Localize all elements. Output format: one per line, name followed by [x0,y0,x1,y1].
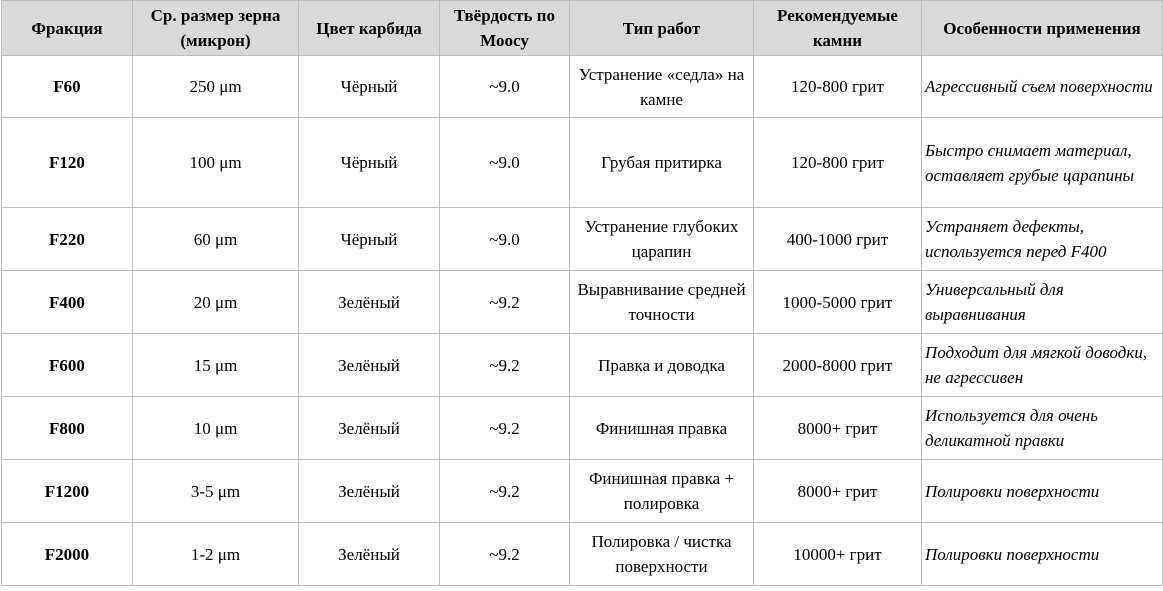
cell-fraction: F60 [2,56,133,118]
cell-application-notes: Универсальный для выравнивания [922,271,1163,334]
cell-work-type: Грубая притирка [570,118,754,208]
table-row [2,56,1163,118]
header-work-type: Тип работ [570,1,754,56]
header-row [2,1,1163,56]
cell-mohs-hardness: ~9.2 [440,460,570,523]
cell-carbide-color: Чёрный [299,56,440,118]
cell-recommended-stones: 2000-8000 грит [754,334,922,397]
cell-mohs-hardness: ~9.0 [440,118,570,208]
cell-grain-size: 10 μm [133,397,299,460]
cell-work-type: Финишная правка + полировка [570,460,754,523]
cell-grain-size: 1-2 μm [133,523,299,586]
cell-work-type: Полировка / чистка поверхности [570,523,754,586]
cell-recommended-stones: 1000-5000 грит [754,271,922,334]
cell-recommended-stones: 8000+ грит [754,460,922,523]
cell-mohs-hardness: ~9.0 [440,208,570,271]
cell-grain-size: 15 μm [133,334,299,397]
table-row [2,208,1163,271]
cell-work-type: Правка и доводка [570,334,754,397]
cell-recommended-stones: 8000+ грит [754,397,922,460]
cell-work-type: Устранение «седла» на камне [570,56,754,118]
header-recommended-stones: Рекомендуемые камни [754,1,922,56]
cell-mohs-hardness: ~9.2 [440,397,570,460]
cell-work-type: Финишная правка [570,397,754,460]
cell-application-notes: Полировки поверхности [922,523,1163,586]
cell-carbide-color: Зелёный [299,460,440,523]
cell-work-type: Выравнивание средней точности [570,271,754,334]
cell-grain-size: 100 μm [133,118,299,208]
table-row [2,460,1163,523]
cell-fraction: F400 [2,271,133,334]
cell-application-notes: Полировки поверхности [922,460,1163,523]
cell-fraction: F1200 [2,460,133,523]
cell-carbide-color: Зелёный [299,397,440,460]
header-grain-size: Ср. размер зерна (микрон) [133,1,299,56]
table-row [2,523,1163,586]
cell-fraction: F600 [2,334,133,397]
header-mohs-hardness: Твёрдость по Моосу [440,1,570,56]
header-application-notes: Особенности применения [922,1,1163,56]
cell-carbide-color: Чёрный [299,208,440,271]
cell-mohs-hardness: ~9.0 [440,56,570,118]
cell-application-notes: Подходит для мягкой доводки, не агрессивен [922,334,1163,397]
header-fraction: Фракция [2,1,133,56]
cell-grain-size: 250 μm [133,56,299,118]
cell-work-type: Устранение глубоких царапин [570,208,754,271]
cell-mohs-hardness: ~9.2 [440,523,570,586]
grit-table [1,0,1163,586]
cell-application-notes: Быстро снимает материал, оставляет грубые царапины [922,118,1163,208]
cell-recommended-stones: 10000+ грит [754,523,922,586]
table-row [2,271,1163,334]
header-carbide-color: Цвет карбида [299,1,440,56]
cell-carbide-color: Зелёный [299,523,440,586]
cell-carbide-color: Чёрный [299,118,440,208]
cell-application-notes: Агрессивный съем поверхности [922,56,1163,118]
cell-recommended-stones: 120-800 грит [754,118,922,208]
cell-fraction: F2000 [2,523,133,586]
cell-mohs-hardness: ~9.2 [440,334,570,397]
cell-grain-size: 3-5 μm [133,460,299,523]
table-header [2,1,1163,56]
cell-carbide-color: Зелёный [299,334,440,397]
cell-carbide-color: Зелёный [299,271,440,334]
cell-grain-size: 20 μm [133,271,299,334]
cell-grain-size: 60 μm [133,208,299,271]
cell-application-notes: Используется для очень деликатной правки [922,397,1163,460]
cell-mohs-hardness: ~9.2 [440,271,570,334]
table-row [2,397,1163,460]
table-body [2,56,1163,586]
cell-application-notes: Устраняет дефекты, используется перед F400 [922,208,1163,271]
table-row [2,334,1163,397]
cell-fraction: F120 [2,118,133,208]
table-row [2,118,1163,208]
cell-fraction: F800 [2,397,133,460]
cell-recommended-stones: 400-1000 грит [754,208,922,271]
cell-fraction: F220 [2,208,133,271]
cell-recommended-stones: 120-800 грит [754,56,922,118]
